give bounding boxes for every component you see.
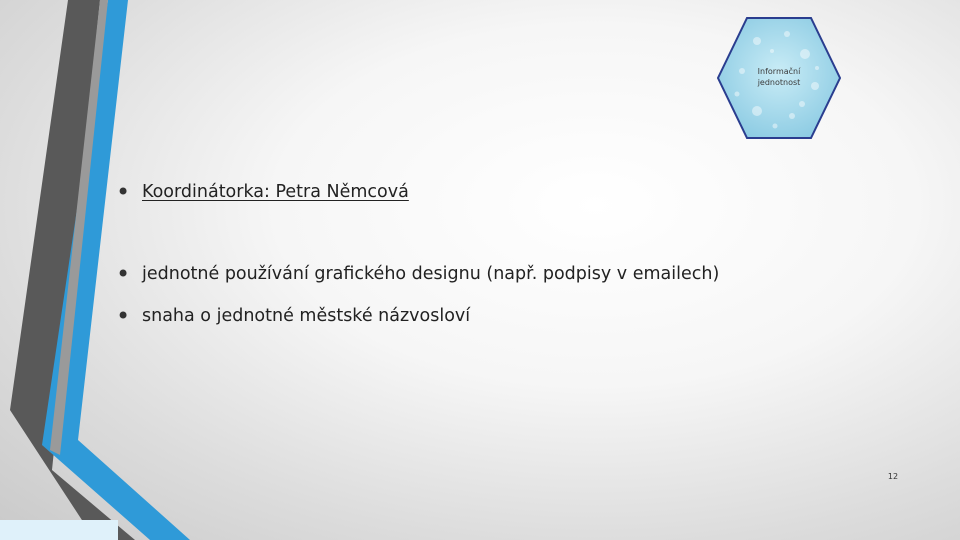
bottom-left-panel <box>0 520 118 540</box>
naming-text: snaha o jednotné městské názvosloví <box>142 306 471 326</box>
bullet-dot-icon: • <box>116 178 131 206</box>
graphic-design-text: jednotné používání grafického designu (např. podpisy v emailech) <box>142 264 720 284</box>
coordinator-text: Koordinátorka: Petra Němcová <box>142 182 409 202</box>
bullet-item-coordinator <box>116 180 409 204</box>
bullet-dot-icon: • <box>116 260 131 288</box>
bullet-item-naming <box>116 304 470 328</box>
bullet-item-graphic-design <box>116 262 719 286</box>
badge-label-line1: Informační <box>757 67 801 76</box>
bullet-dot-icon: • <box>116 302 131 330</box>
badge-label-line2: jednotnost <box>757 78 801 87</box>
bullet-list <box>116 0 896 540</box>
slide-number: 12 <box>887 472 899 481</box>
